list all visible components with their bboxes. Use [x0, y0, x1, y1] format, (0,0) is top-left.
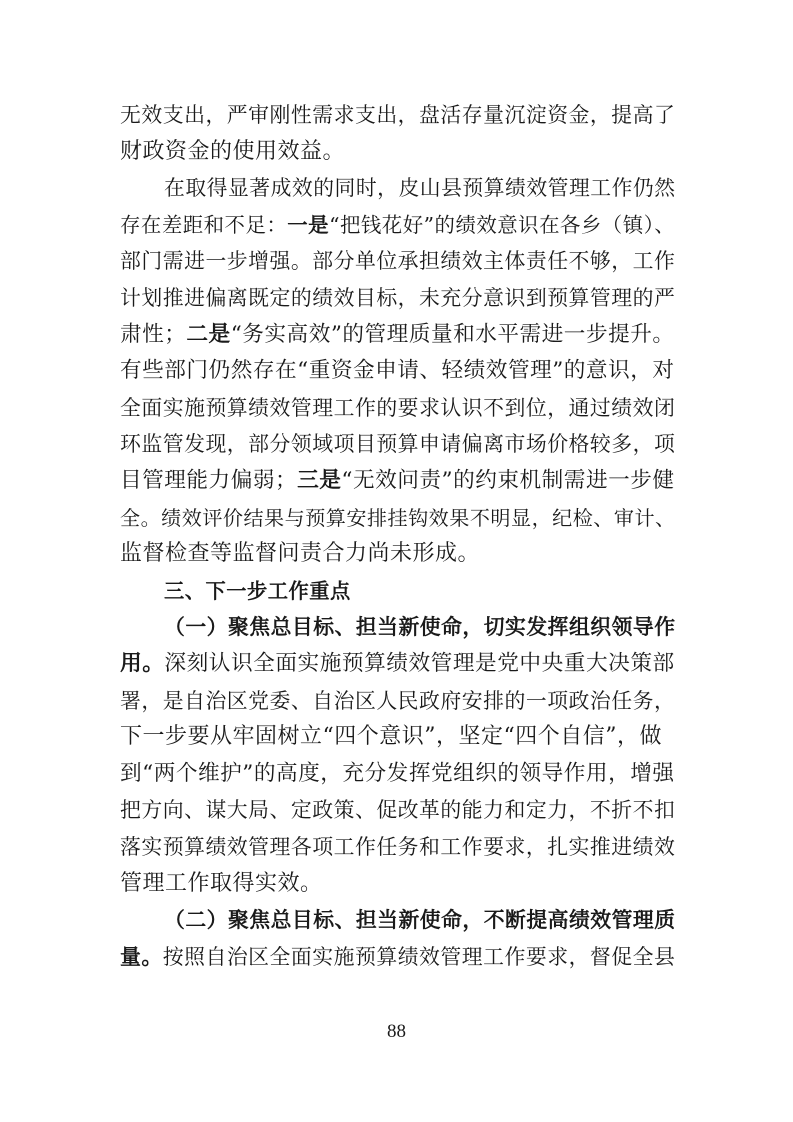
- text-line: 监督检查等监督问责合力尚未形成。: [120, 541, 481, 567]
- text-line: 到“两个维护”的高度，充分发挥党组织的领导作用，增强: [120, 760, 675, 786]
- text-line: 管理工作取得实效。: [120, 870, 323, 896]
- page-number: 88: [387, 1021, 406, 1042]
- text-line: 部门需进一步增强。部分单位承担绩效主体责任不够，工作: [120, 249, 676, 274]
- text-line: 存在差距和不足：一是“把钱花好”的绩效意识在各乡（镇）、: [120, 212, 676, 237]
- subsection-heading-line: （二）聚焦总目标、担当新使命，不断提高绩效管理质: [164, 907, 676, 933]
- subsection-heading-line: （一）聚焦总目标、担当新使命，切实发挥组织领导作: [164, 614, 676, 640]
- text-line: 全。绩效评价结果与预算安排挂钩效果不明显，纪检、审计、: [120, 505, 676, 530]
- text-line: 用。深刻认识全面实施预算绩效管理是党中央重大决策部: [120, 651, 675, 676]
- text-line: 环监管发现，部分领域项目预算申请偏离市场价格较多，项: [120, 432, 676, 457]
- text-line: 财政资金的使用效益。: [120, 138, 346, 164]
- text-line: 目管理能力偏弱；三是“无效问责”的约束机制需进一步健: [120, 468, 675, 493]
- text-line: 肃性；二是“务实高效”的管理质量和水平需进一步提升。: [120, 321, 675, 347]
- text-line: 量。按照自治区全面实施预算绩效管理工作要求，督促全县: [120, 943, 676, 969]
- text-line: 落实预算绩效管理各项工作任务和工作要求，扎实推进绩效: [120, 835, 676, 859]
- text-line: 全面实施预算绩效管理工作的要求认识不到位，通过绩效闭: [120, 395, 676, 420]
- text-line: 计划推进偏离既定的绩效目标，未充分意识到预算管理的严: [120, 286, 676, 310]
- text-line: 把方向、谋大局、定政策、促改革的能力和定力，不折不扣: [120, 798, 676, 823]
- text-line: 下一步要从牢固树立“四个意识”，坚定“四个自信”，做: [120, 724, 662, 750]
- text-line: 无效支出，严审刚性需求支出，盘活存量沉淀资金，提高了: [120, 103, 676, 127]
- text-line: 有些部门仍然存在“重资金申请、轻绩效管理”的意识，对: [120, 358, 675, 384]
- text-line: 署，是自治区党委、自治区人民政府安排的一项政治任务，: [120, 688, 676, 713]
- section-heading: 三、下一步工作重点: [164, 578, 351, 603]
- paragraph-first-line: 在取得显著成效的同时，皮山县预算绩效管理工作仍然: [164, 176, 676, 201]
